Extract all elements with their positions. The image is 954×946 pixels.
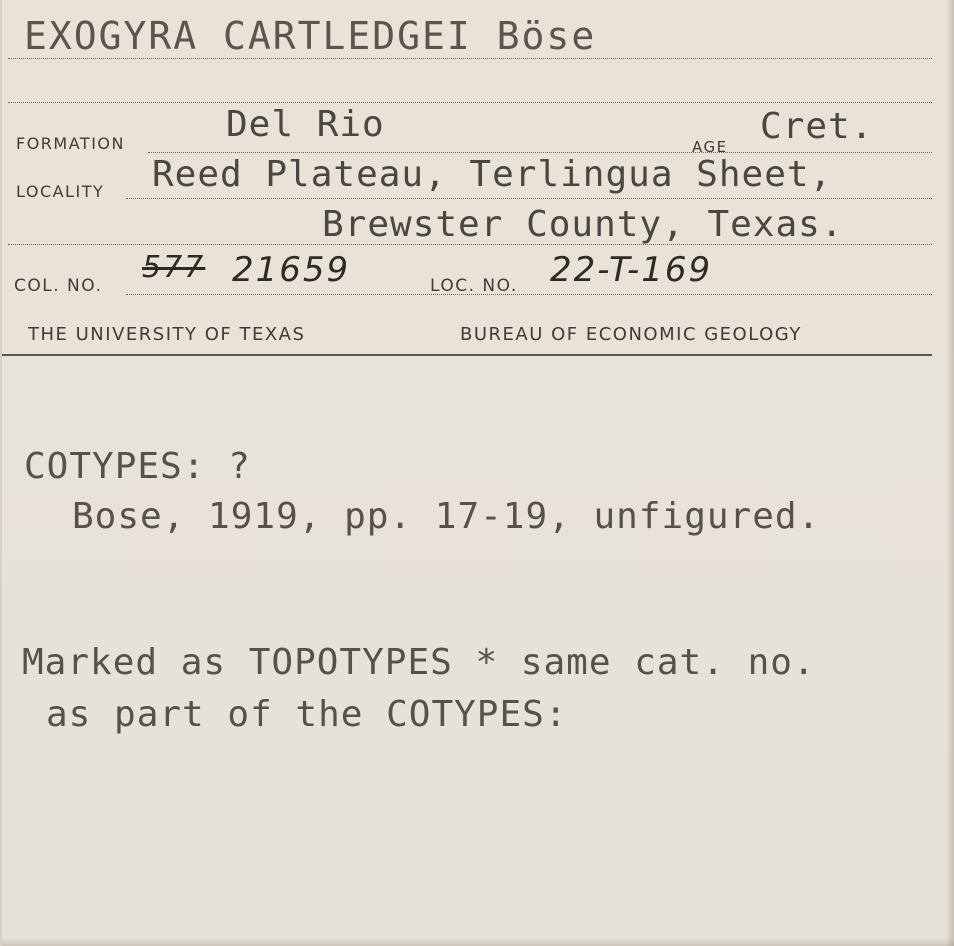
formation-label: FORMATION [16,134,125,153]
locality-label: LOCALITY [16,182,105,201]
age-value: Cret. [760,106,874,147]
cotypes-heading: COTYPES: ? [24,446,251,487]
cotypes-reference: Bose, 1919, pp. 17-19, unfigured. [72,496,821,537]
locality-line-1: Reed Plateau, Terlingua Sheet, [152,154,833,195]
age-label: AGE [692,138,728,156]
bureau-name: BUREAU OF ECONOMIC GEOLOGY [460,324,802,345]
locality-line [126,198,932,199]
species-underline [8,58,932,59]
marked-note-line-2: as part of the COTYPES: [46,694,568,735]
locality-line-2-rule [8,244,932,245]
loc-no-label: LOC. NO. [430,276,518,296]
locality-line-2: Brewster County, Texas. [322,204,844,245]
col-no-value: 21659 [232,250,351,290]
marked-note-line-1: Marked as TOPOTYPES * same cat. no. [22,642,816,683]
formation-line [148,152,932,153]
col-no-struck-value: 577 [142,250,206,285]
label-bottom-border [2,354,932,356]
formation-value: Del Rio [226,104,385,145]
institution-name: THE UNIVERSITY OF TEXAS [28,324,306,345]
col-no-line [126,294,932,295]
species-name: EXOGYRA CARTLEDGEI Bӧse [24,14,597,58]
col-no-label: COL. NO. [14,276,103,296]
card-bottom-edge [2,938,954,946]
card-right-edge [946,0,954,946]
loc-no-value: 22-T-169 [550,250,713,290]
label-divider [8,102,932,103]
printed-label-section [2,0,954,358]
